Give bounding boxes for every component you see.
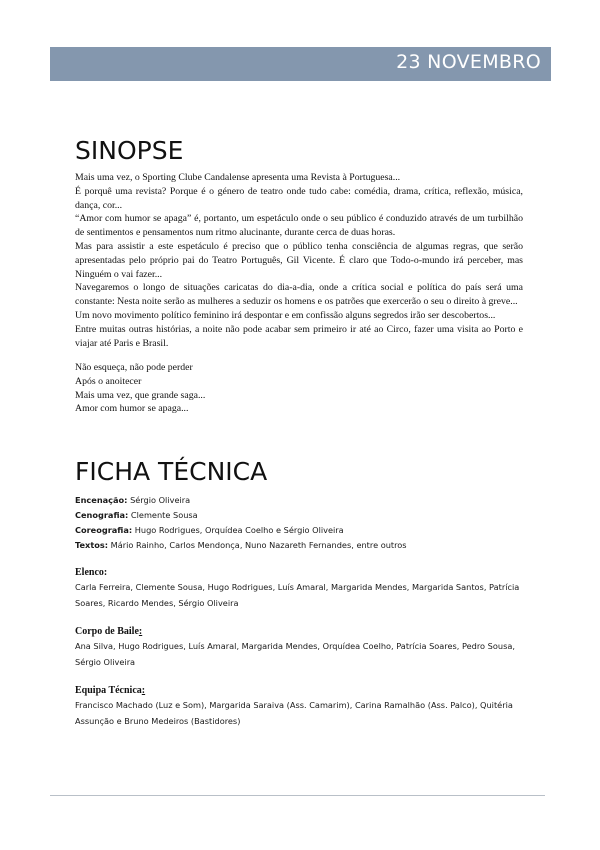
credit-value: Clemente Sousa [128,510,198,520]
synopsis-paragraph: É porquê uma revista? Porque é o género de teatro onde tudo cabe: comédia, drama, crítica, reflexão, música, dança, cor... [75,185,523,211]
corpo-de-baile-section [75,624,530,670]
synopsis-body [75,171,523,350]
credit-label: Cenografia: [75,510,129,520]
synopsis-paragraph: Mais uma vez, o Sporting Clube Candalense apresenta uma Revista à Portuguesa... [75,172,401,183]
credit-label: Coreografia: [75,525,133,535]
footer-divider [50,795,545,796]
synopsis-title: SINOPSE [75,136,184,165]
synopsis-paragraph: “Amor com humor se apaga” é, portanto, um espetáculo onde o seu público é conduzido através de um turbilhão de sentimentos e pensamentos num ritmo alucinante, durante cerca de duas horas. [75,213,523,239]
credit-row-cenografia [75,508,523,523]
elenco-names: Carla Ferreira, Clemente Sousa, Hugo Rodrigues, Luís Amaral, Margarida Mendes, Margarida Santos, Patrícia Soares, Ricardo Mendes, Sérgio Oliveira [75,582,520,608]
equipa-tecnica-heading [75,683,530,698]
credit-value: Hugo Rodrigues, Orquídea Coelho e Sérgio Oliveira [132,525,344,535]
credit-label: Encenação: [75,495,128,505]
elenco-section [75,565,530,611]
corpo-de-baile-heading [75,624,530,639]
equipa-tecnica-names: Francisco Machado (Luz e Som), Margarida Saraiva (Ass. Camarim), Carina Ramalhão (Ass. Palco), Quitéria Assunção e Bruno Medeiros (Bastidores) [75,700,513,726]
credit-row-textos [75,538,523,553]
synopsis-paragraph: Um novo movimento político feminino irá despontar e em confissão alguns segredos irão ser descobertos... [75,309,496,321]
equipa-tecnica-section [75,683,530,729]
ficha-tecnica-title: FICHA TÉCNICA [75,457,268,486]
corpo-de-baile-label: Corpo de Baile [75,626,139,637]
poem-line: Não esqueça, não pode perder [75,362,193,373]
elenco-label: Elenco: [75,567,108,578]
date-banner-text: 23 NOVEMBRO [396,51,541,73]
synopsis-poem [75,361,523,416]
date-banner [50,47,551,81]
credits-list [75,493,523,553]
credit-value: Mário Rainho, Carlos Mendonça, Nuno Nazareth Fernandes, entre outros [108,540,407,550]
synopsis-paragraph: Mas para assistir a este espetáculo é preciso que o público tenha consciência de algumas regras, que serão apresentadas pelo próprio pai do Teatro Português, Gil Vicente. É claro que Todo-o-mundo irá perceber, mas Ninguém o vai fazer... [75,240,523,280]
credit-value: Sérgio Oliveira [127,495,191,505]
equipa-tecnica-colon: : [141,685,146,696]
corpo-de-baile-names: Ana Silva, Hugo Rodrigues, Luís Amaral, Margarida Mendes, Orquídea Coelho, Patrícia Soares, Pedro Sousa, Sérgio Oliveira [75,641,515,667]
synopsis-paragraph: Navegaremos o longo de situações caricatas do dia-a-dia, onde a crítica social e política do país será uma constante: Nesta noite serão as mulheres a seduzir os homens e os patrões que exercerão o seu o direito à greve... [75,282,523,308]
credit-label: Textos: [75,540,109,550]
synopsis-paragraph: Entre muitas outras histórias, a noite não pode acabar sem primeiro ir até ao Circo, fazer uma visita ao Porto e viajar até Paris e Brasil. [75,323,523,349]
equipa-tecnica-label: Equipa Técnica [75,685,142,696]
poem-line: Após o anoitecer [75,375,142,387]
poem-line: Amor com humor se apaga... [75,403,189,415]
poem-line: Mais uma vez, que grande saga... [75,389,206,401]
credit-row-encenacao [75,493,523,508]
corpo-de-baile-colon: : [138,626,143,637]
credit-row-coreografia [75,523,523,538]
